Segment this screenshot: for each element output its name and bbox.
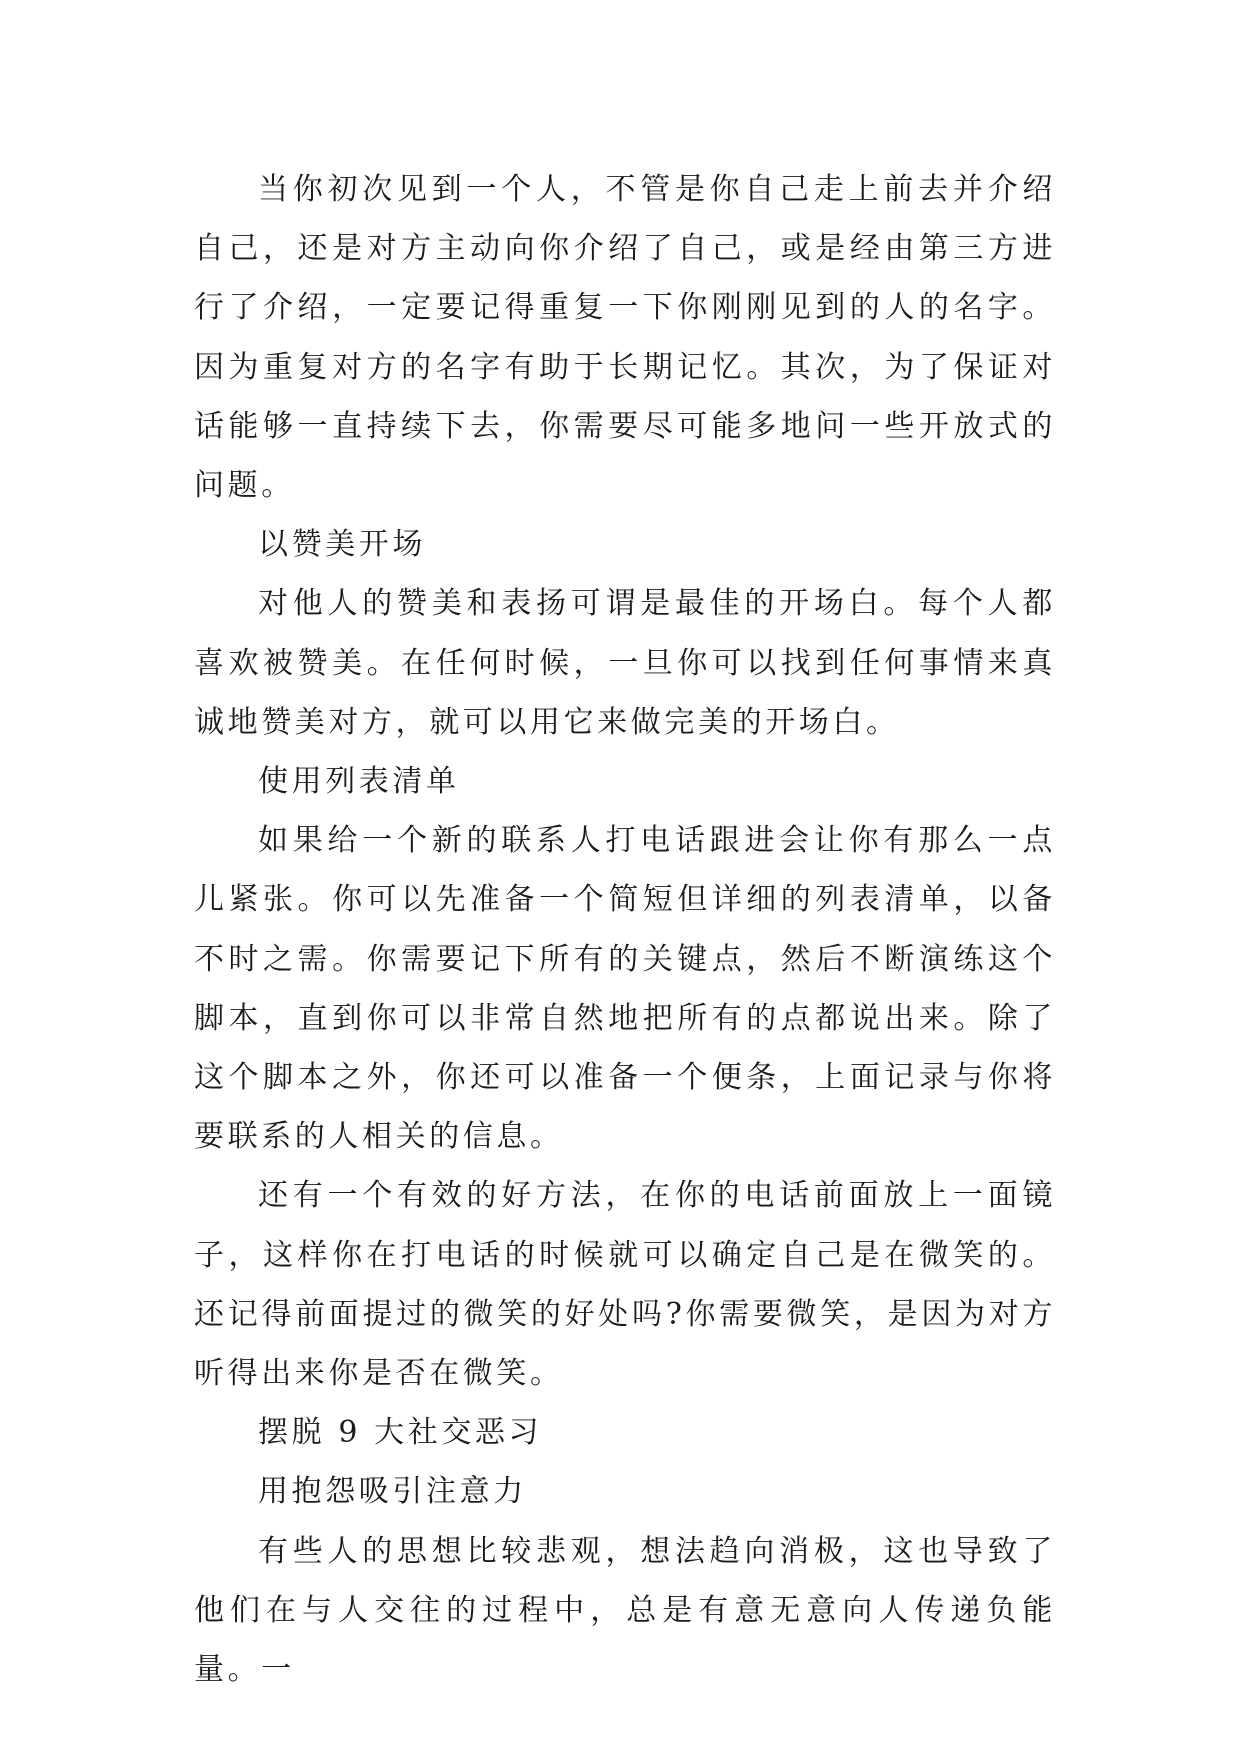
paragraph-mirror: 还有一个有效的好方法，在你的电话前面放上一面镜子，这样你在打电话的时候就可以确定自己是在微笑的。还记得前面提过的微笑的好处吗?你需要微笑，是因为对方听得出来你是否在微笑。 <box>194 1178 1056 1392</box>
section-heading-complaining: 用抱怨吸引注意力 <box>258 1474 527 1510</box>
section-heading-checklist: 使用列表清单 <box>258 764 460 800</box>
paragraph-complaining: 有些人的思想比较悲观，想法趋向消极，这也导致了他们在与人交往的过程中，总是有意无意向人传递负能量。一 <box>194 1533 1056 1688</box>
section-heading-bad-habits: 摆脱 9 大社交恶习 <box>258 1415 543 1451</box>
paragraph-checklist: 如果给一个新的联系人打电话跟进会让你有那么一点儿紧张。你可以先准备一个简短但详细的列表清单，以备不时之需。你需要记下所有的关键点，然后不断演练这个脚本，直到你可以非常自然地把所有的点都说出来。除了这个脚本之外，你还可以准备一个便条，上面记录与你将要联系的人相关的信息。 <box>194 823 1056 1155</box>
document-body <box>194 160 1056 1699</box>
section-heading-praise: 以赞美开场 <box>258 527 426 563</box>
paragraph-praise: 对他人的赞美和表扬可谓是最佳的开场白。每个人都喜欢被赞美。在任何时候，一旦你可以找到任何事情来真诚地赞美对方，就可以用它来做完美的开场白。 <box>194 586 1056 740</box>
paragraph-intro: 当你初次见到一个人，不管是你自己走上前去并介绍自己，还是对方主动向你介绍了自己，或是经由第三方进行了介绍，一定要记得重复一下你刚刚见到的人的名字。因为重复对方的名字有助于长期记忆。其次，为了保证对话能够一直持续下去，你需要尽可能多地问一些开放式的问题。 <box>194 172 1056 504</box>
